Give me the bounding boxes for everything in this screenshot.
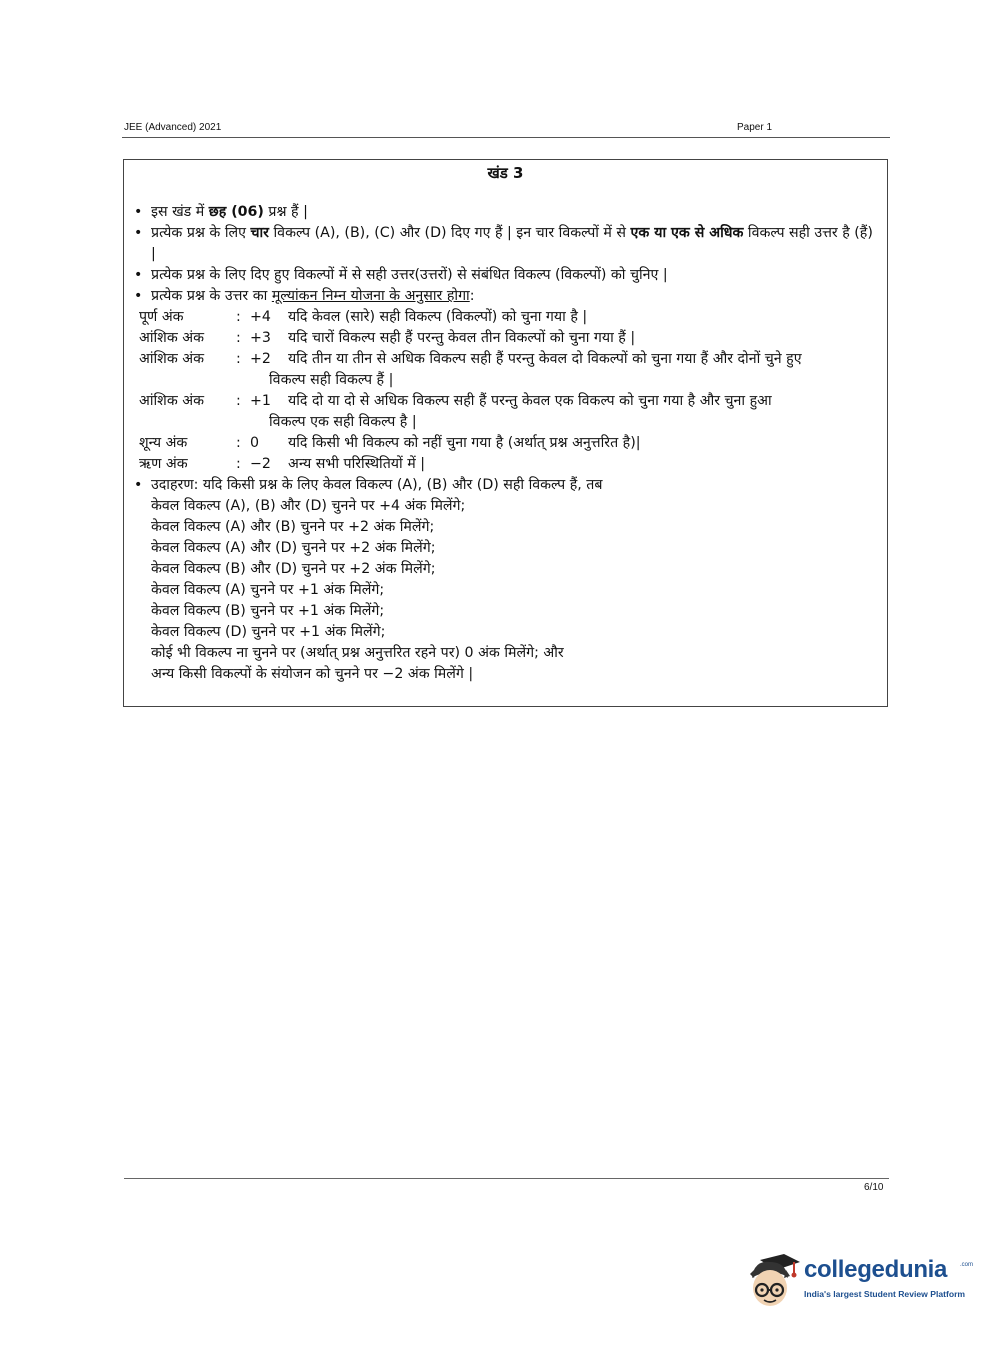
- page-number: 6/10: [864, 1182, 884, 1193]
- example-line: केवल विकल्प (A) और (D) चुनने पर +2 अंक मिलेंगे;: [151, 540, 436, 556]
- bullet2-post: विकल्प सही उत्तर है (हैं) |: [151, 225, 873, 262]
- marking-row: [134, 307, 879, 328]
- marking-points: +3: [250, 330, 271, 346]
- bullet-options-info: [134, 223, 879, 265]
- marking-text: यदि किसी भी विकल्प को नहीं चुना गया है (अर्थात् प्रश्न अनुत्तरित है)|: [288, 435, 641, 451]
- marking-points: +4: [250, 309, 271, 325]
- bullet4-underlined: मूल्यांकन निम्न योजना के अनुसार होगा: [271, 288, 470, 304]
- bullet-choose-options: • प्रत्येक प्रश्न के लिए दिए हुए विकल्पों में से सही उत्तर(उत्तरों) से संबंधित विकल्प (विकल्पों) को चुनिए |: [134, 265, 879, 286]
- header-exam-title: JEE (Advanced) 2021: [124, 122, 222, 133]
- marking-rule: [250, 433, 879, 454]
- bullet-marking-scheme: [134, 286, 879, 307]
- marking-colon: :: [236, 351, 241, 367]
- marking-text: अन्य सभी परिस्थितियों में |: [288, 456, 425, 472]
- marking-scheme-list: [134, 307, 879, 475]
- example-line: केवल विकल्प (A) चुनने पर +1 अंक मिलेंगे;: [151, 582, 385, 598]
- example-line: केवल विकल्प (A), (B) और (D) चुनने पर +4 अंक मिलेंगे;: [151, 498, 466, 514]
- bullet4-pre: प्रत्येक प्रश्न के उत्तर का: [151, 288, 272, 304]
- marking-label: शून्य अंक: [139, 435, 188, 451]
- marking-text: यदि केवल (सारे) सही विकल्प (विकल्पों) को चुना गया है |: [288, 309, 588, 325]
- bullet1-pre: इस खंड में: [151, 204, 209, 220]
- header-paper-label: Paper 1: [737, 122, 773, 133]
- marking-label: ऋण अंक: [139, 456, 188, 472]
- marking-label: आंशिक अंक: [139, 393, 204, 409]
- mascot-icon: [742, 1250, 802, 1312]
- bullet2-bold1: चार: [250, 225, 269, 241]
- marking-rule: [250, 391, 879, 412]
- marking-colon: :: [236, 330, 241, 346]
- header-divider: [122, 137, 890, 138]
- bullet4-post: :: [469, 288, 475, 304]
- example-line: केवल विकल्प (D) चुनने पर +1 अंक मिलेंगे;: [151, 624, 386, 640]
- marking-points: +2: [250, 351, 271, 367]
- section-title: खंड 3: [487, 164, 524, 182]
- logo-tagline: India's largest Student Review Platform: [804, 1289, 966, 1299]
- example-line: कोई भी विकल्प ना चुनने पर (अर्थात् प्रश्न अनुत्तरित रहने पर) 0 अंक मिलेंगे; और: [151, 645, 564, 661]
- instructions-content: [134, 202, 879, 685]
- example-line: केवल विकल्प (B) और (D) चुनने पर +2 अंक मिलेंगे;: [151, 561, 436, 577]
- bullet-example-intro: • उदाहरण: यदि किसी प्रश्न के लिए केवल विकल्प (A), (B) और (D) सही विकल्प हैं, तब: [134, 475, 879, 496]
- marking-continuation: विकल्प सही विकल्प हैं |: [269, 372, 394, 388]
- logo-domain: .com: [960, 1262, 974, 1268]
- bullet-question-count: [134, 202, 879, 223]
- marking-points: −2: [250, 456, 271, 472]
- marking-continuation: विकल्प एक सही विकल्प है |: [269, 414, 417, 430]
- bullet2-mid: विकल्प (A), (B), (C) और (D) दिए गए हैं | इन चार विकल्पों में से: [269, 225, 631, 241]
- bullet1-post: प्रश्न हैं |: [263, 204, 308, 220]
- marking-row: [134, 328, 879, 349]
- marking-text: यदि चारों विकल्प सही हैं परन्तु केवल तीन विकल्पों को चुना गया हैं |: [288, 330, 636, 346]
- marking-rule: [250, 328, 879, 349]
- marking-rule: [250, 349, 879, 370]
- bullet2-bold2: एक या एक से अधिक: [630, 225, 744, 241]
- marking-rule: [250, 307, 879, 328]
- marking-text: यदि दो या दो से अधिक विकल्प सही हैं परन्तु केवल एक विकल्प को चुना गया है और चुना हुआ: [288, 393, 772, 409]
- marking-colon: :: [236, 435, 241, 451]
- marking-label: पूर्ण अंक: [139, 309, 184, 325]
- marking-row: [134, 433, 879, 454]
- bullet2-pre: प्रत्येक प्रश्न के लिए: [151, 225, 251, 241]
- section-instructions-box: [123, 159, 888, 707]
- collegedunia-logo: [742, 1250, 972, 1312]
- marking-label: आंशिक अंक: [139, 330, 204, 346]
- bullet1-bold: छह (06): [208, 204, 264, 220]
- example-line: केवल विकल्प (B) चुनने पर +1 अंक मिलेंगे;: [151, 603, 385, 619]
- example-list: [134, 496, 879, 685]
- marking-row: [134, 391, 879, 412]
- marking-row: [134, 349, 879, 370]
- marking-label: आंशिक अंक: [139, 351, 204, 367]
- marking-rule: [250, 454, 879, 475]
- example-line: केवल विकल्प (A) और (B) चुनने पर +2 अंक मिलेंगे;: [151, 519, 435, 535]
- marking-colon: :: [236, 456, 241, 472]
- marking-text: यदि तीन या तीन से अधिक विकल्प सही हैं परन्तु केवल दो विकल्पों को चुना गया हैं और दोनों चुने हुए: [288, 351, 802, 367]
- marking-colon: :: [236, 309, 241, 325]
- marking-row: [134, 454, 879, 475]
- marking-points: +1: [250, 393, 271, 409]
- example-line: अन्य किसी विकल्पों के संयोजन को चुनने पर −2 अंक मिलेंगे |: [151, 666, 474, 682]
- marking-colon: :: [236, 393, 241, 409]
- logo-wordmark: collegedunia: [804, 1256, 948, 1283]
- footer-divider: [124, 1178, 889, 1179]
- marking-points: 0: [250, 435, 260, 451]
